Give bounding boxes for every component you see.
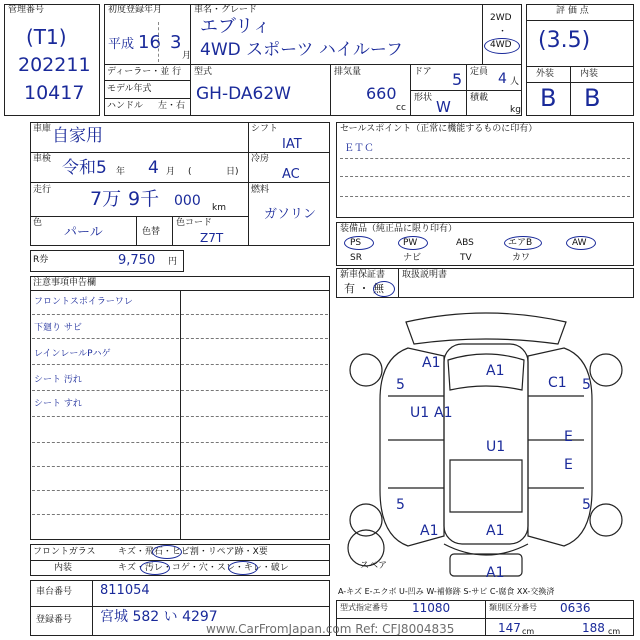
load-label: 積載 [470,93,489,103]
equipment-label: 装備品（純正品に限り印有） [340,224,458,234]
inspection-label: 車検 [33,154,52,164]
reg-year: 16 [138,32,161,53]
fuel-label: 燃料 [251,185,270,195]
dmg-wheel-left-front: 5 [396,377,405,393]
equip-sr: SR [350,253,362,263]
mgmt-number-1: 202211 [18,54,91,76]
wd-label-2wd: 2WD [490,13,512,23]
dmg-wheel-right-front: 5 [582,377,591,393]
dmg-rear-center: A1 [486,523,505,539]
shape-value: W [436,98,451,116]
plate-value: 宮城 582 い 4297 [100,609,218,625]
capacity-unit: 人 [510,77,520,87]
car-damage-diagram [336,300,634,586]
rear-weight-unit: cm [608,627,621,636]
capacity-label: 定員 [470,67,489,77]
mileage-unit: km [212,203,226,213]
dealer-label: ディーラー・並 行 [107,67,182,77]
dmg-left-front-door-b: A1 [434,405,453,421]
class-label: 類別区分番号 [489,603,537,612]
shift-label: シフト [251,124,279,134]
inspection-month: 4 [148,158,159,178]
mileage-rest: 000 [174,193,201,209]
dmg-front-left: A1 [422,355,441,371]
doors-label: ドア [414,67,432,77]
inspection-month-unit: 月 [166,167,176,177]
ext-label: 外装 [536,69,555,79]
model-name-label: 車名・グレード [194,5,258,15]
load-unit: kg [510,105,521,115]
reg-month: 3 [170,32,182,53]
type-designation-label: 型式指定番号 [340,603,388,612]
int-value: B [584,84,601,112]
glass-flying-stone-circle [152,545,182,559]
vehicle-info-box [104,4,522,116]
chassis-value: 811054 [100,583,150,598]
reg-month-unit: 月 [182,51,192,61]
doors-value: 5 [452,70,463,89]
recycle-value: 9,750 [118,253,156,268]
score-label: 評 価 点 [556,6,589,16]
mgmt-label: 管理番号 [8,5,45,15]
dmg-wheel-left-rear: 5 [396,497,405,513]
mileage-label: 走行 [33,185,52,195]
interior-options: キズ・汚レ・コゲ・穴・スレ・キレ・破レ [118,563,289,573]
note-item-4: シート 汚れ [34,375,82,385]
equip-pw: PW [403,238,418,248]
type-designation-value: 11080 [412,601,451,615]
ext-value: B [540,84,557,112]
same-color-label: 色替 [142,227,161,237]
manual-label: 取扱説明書 [402,270,448,280]
recycle-unit: 円 [168,257,178,267]
model-name-line2: 4WD スポーツ ハイルーフ [200,40,403,60]
displacement-unit: cc [396,103,406,113]
equip-ps: PS [350,238,362,248]
dmg-hood: A1 [486,363,505,379]
warranty-label: 新車保証書 [340,270,386,280]
reg-label: 初度登録年月 [108,5,163,15]
equip-airbag: エアB [508,238,533,248]
selling-points-label: セールスポイント（正常に機能するものに印有） [340,124,538,134]
note-item-2: 下廻り サビ [34,323,82,333]
dmg-right-side-1: E [564,429,573,445]
damage-legend: A-キズ E-エクボ U-凹み W-補修跡 S-サビ C-腐食 XX-交換済 [338,587,555,596]
interior-label: 内装 [54,563,73,573]
dmg-front-right: C1 [548,375,567,391]
dmg-roof: U1 [486,439,506,455]
equip-tv: TV [460,253,472,263]
interior-stain-circle [140,561,170,575]
class-value: 0636 [560,601,591,615]
shift-value: IAT [282,137,302,152]
selling-points-box [336,122,634,218]
inspection-year-unit: 年 [116,167,126,177]
displacement-value: 660 [366,84,397,103]
inspection-day-open: ( [188,167,192,177]
handle-label: ハンドル [107,101,144,111]
chassis-label: 車台番号 [36,587,73,597]
handle-value: 左・右 [158,101,186,111]
notes-label: 注意事項申告欄 [33,278,97,288]
recycle-label: R券 [33,255,49,265]
dmg-spare: スペア [360,561,388,571]
dmg-wheel-right-rear: 5 [582,497,591,513]
fuel-value: ガソリン [264,207,317,222]
ac-label: 冷房 [251,154,270,164]
note-item-3: レインレールPハゲ [34,349,111,359]
model-name-line1: エブリィ [200,16,271,37]
equip-navi: ナビ [403,253,422,263]
color-code-label: 色コード [176,218,213,228]
color-label: 色 [33,218,43,228]
wd-dot: ・ [498,27,508,37]
note-item-1: フロントスポイラーワレ [34,297,133,307]
dmg-left-front-door: U1 [410,405,430,421]
watermark: www.CarFromJapan.com Ref: CFJ8004835 [206,622,455,636]
mileage-man: 7万 [90,188,122,210]
glass-front-options: キズ・飛石・ヒビ割・リペア跡・X要 [118,547,268,557]
wd-selected: 4WD [490,40,512,50]
inspection-day-unit: 日) [226,167,239,177]
shape-label: 形状 [414,93,433,103]
plate-label: 登録番号 [36,615,73,625]
color-code-value: Z7T [200,231,224,245]
front-weight-unit: cm [522,627,535,636]
color-value: パール [64,225,103,240]
interior-wear-circle [228,561,258,575]
inspection-era: 令和5 [62,158,107,178]
warranty-selected-circle [373,281,395,297]
dmg-right-side-2: E [564,457,573,473]
warranty-value: 有 ・ 無 [344,282,384,295]
capacity-value: 4 [498,71,507,87]
model-year-label: モデル年式 [107,84,152,94]
equip-aw: AW [572,238,587,248]
recycle-box [30,250,184,272]
equip-leather: カワ [512,253,531,263]
type-label: 型式 [194,67,213,77]
int-label: 内装 [580,69,599,79]
reg-era: 平成 [108,37,135,52]
glass-front-label: フロントガラス [33,547,96,557]
usage-label: 車庫 [33,124,52,134]
mgmt-grade: (T1) [26,25,67,49]
equip-abs: ABS [456,238,474,248]
dmg-bottom: A1 [486,565,505,581]
mileage-sen: 9千 [128,188,160,210]
score-value: (3.5) [538,28,591,53]
front-weight: 147 [498,621,521,635]
dmg-rear-left: A1 [420,523,439,539]
selling-points-line1: ＥＴＣ [344,143,374,154]
type-value: GH-DA62W [196,84,291,104]
ac-value: AC [282,167,300,182]
note-item-5: シート すれ [34,399,82,409]
mgmt-number-2: 10417 [24,82,85,104]
displacement-label: 排気量 [334,67,362,77]
usage-value: 自家用 [52,126,103,146]
rear-weight: 188 [582,621,605,635]
